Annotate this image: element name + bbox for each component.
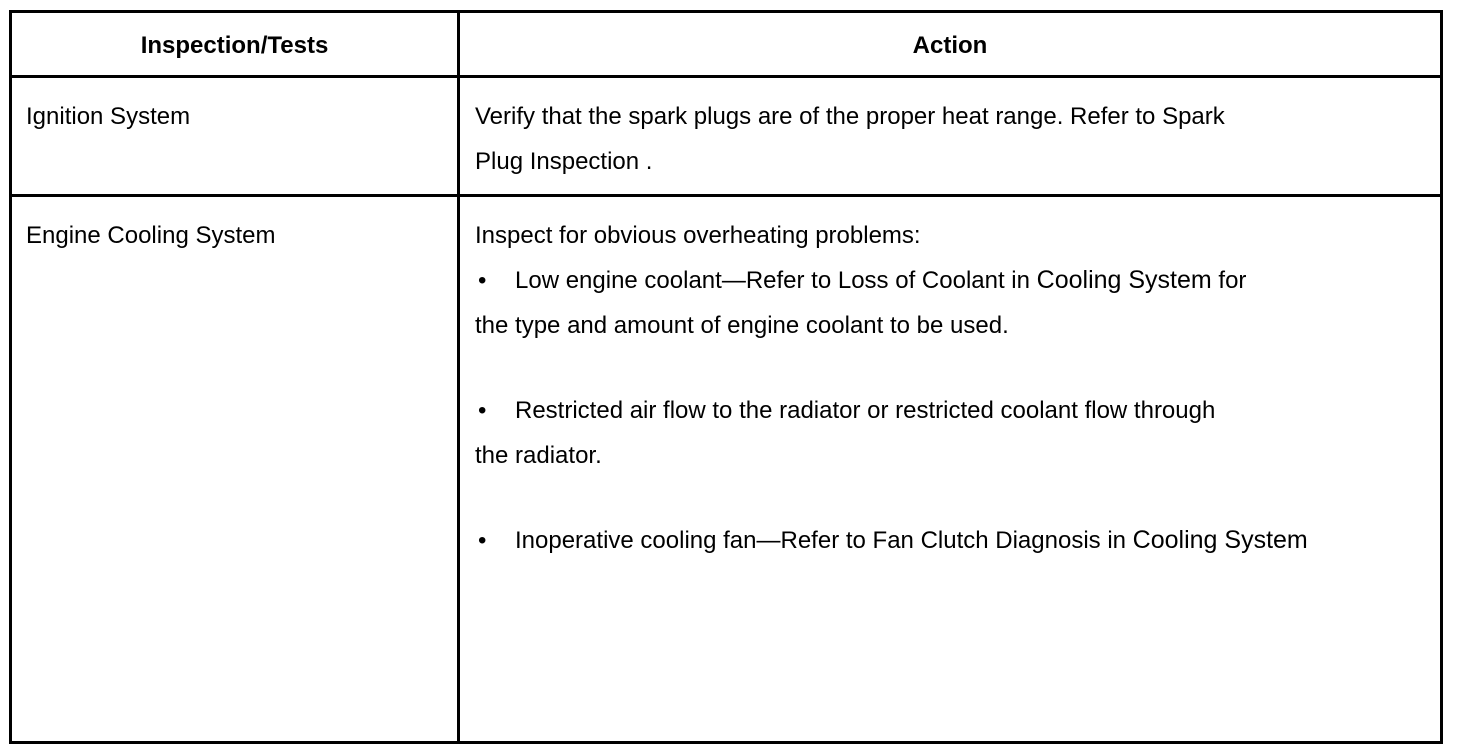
bullet-text: Low engine coolant—Refer to Loss of Coolant in <box>515 267 1037 294</box>
table-row <box>11 77 1442 196</box>
header-action: Action <box>459 12 1442 77</box>
bullet-text: Inoperative cooling fan—Refer to Fan Clutch Diagnosis in <box>515 527 1133 554</box>
ignition-action-cell <box>459 77 1442 196</box>
bullet-text: Restricted air flow to the radiator or restricted coolant flow through <box>515 397 1216 424</box>
list-item <box>475 388 1430 433</box>
ignition-inspection-cell <box>11 77 459 196</box>
cooling-intro: Inspect for obvious overheating problems: <box>475 222 921 249</box>
ignition-system-label: Ignition System <box>26 103 191 130</box>
table-header-row <box>11 12 1442 77</box>
bullet-text-tail: for <box>1211 267 1247 294</box>
bullet-continuation: the radiator. <box>475 442 602 469</box>
ignition-action-text <box>460 78 1440 184</box>
bullet-icon: • <box>478 267 487 294</box>
cooling-action-cell <box>459 196 1442 743</box>
ignition-action-line: Plug Inspection . <box>475 148 653 175</box>
cooling-system-reference: Cooling System <box>1132 526 1308 554</box>
bullet-icon: • <box>478 527 487 554</box>
inspection-table <box>9 10 1443 744</box>
header-inspection-tests: Inspection/Tests <box>11 12 459 77</box>
bullet-icon: • <box>478 397 487 424</box>
list-item <box>475 518 1430 563</box>
bullet-continuation: the type and amount of engine coolant to be used. <box>475 312 1009 339</box>
list-item <box>475 258 1430 303</box>
cooling-action-text <box>460 197 1440 563</box>
table-row <box>11 196 1442 743</box>
ignition-action-line: Verify that the spark plugs are of the proper heat range. Refer to Spark <box>475 103 1225 130</box>
engine-cooling-system-label: Engine Cooling System <box>26 222 276 249</box>
cooling-system-reference: Cooling System <box>1036 266 1212 294</box>
cooling-inspection-cell <box>11 196 459 743</box>
